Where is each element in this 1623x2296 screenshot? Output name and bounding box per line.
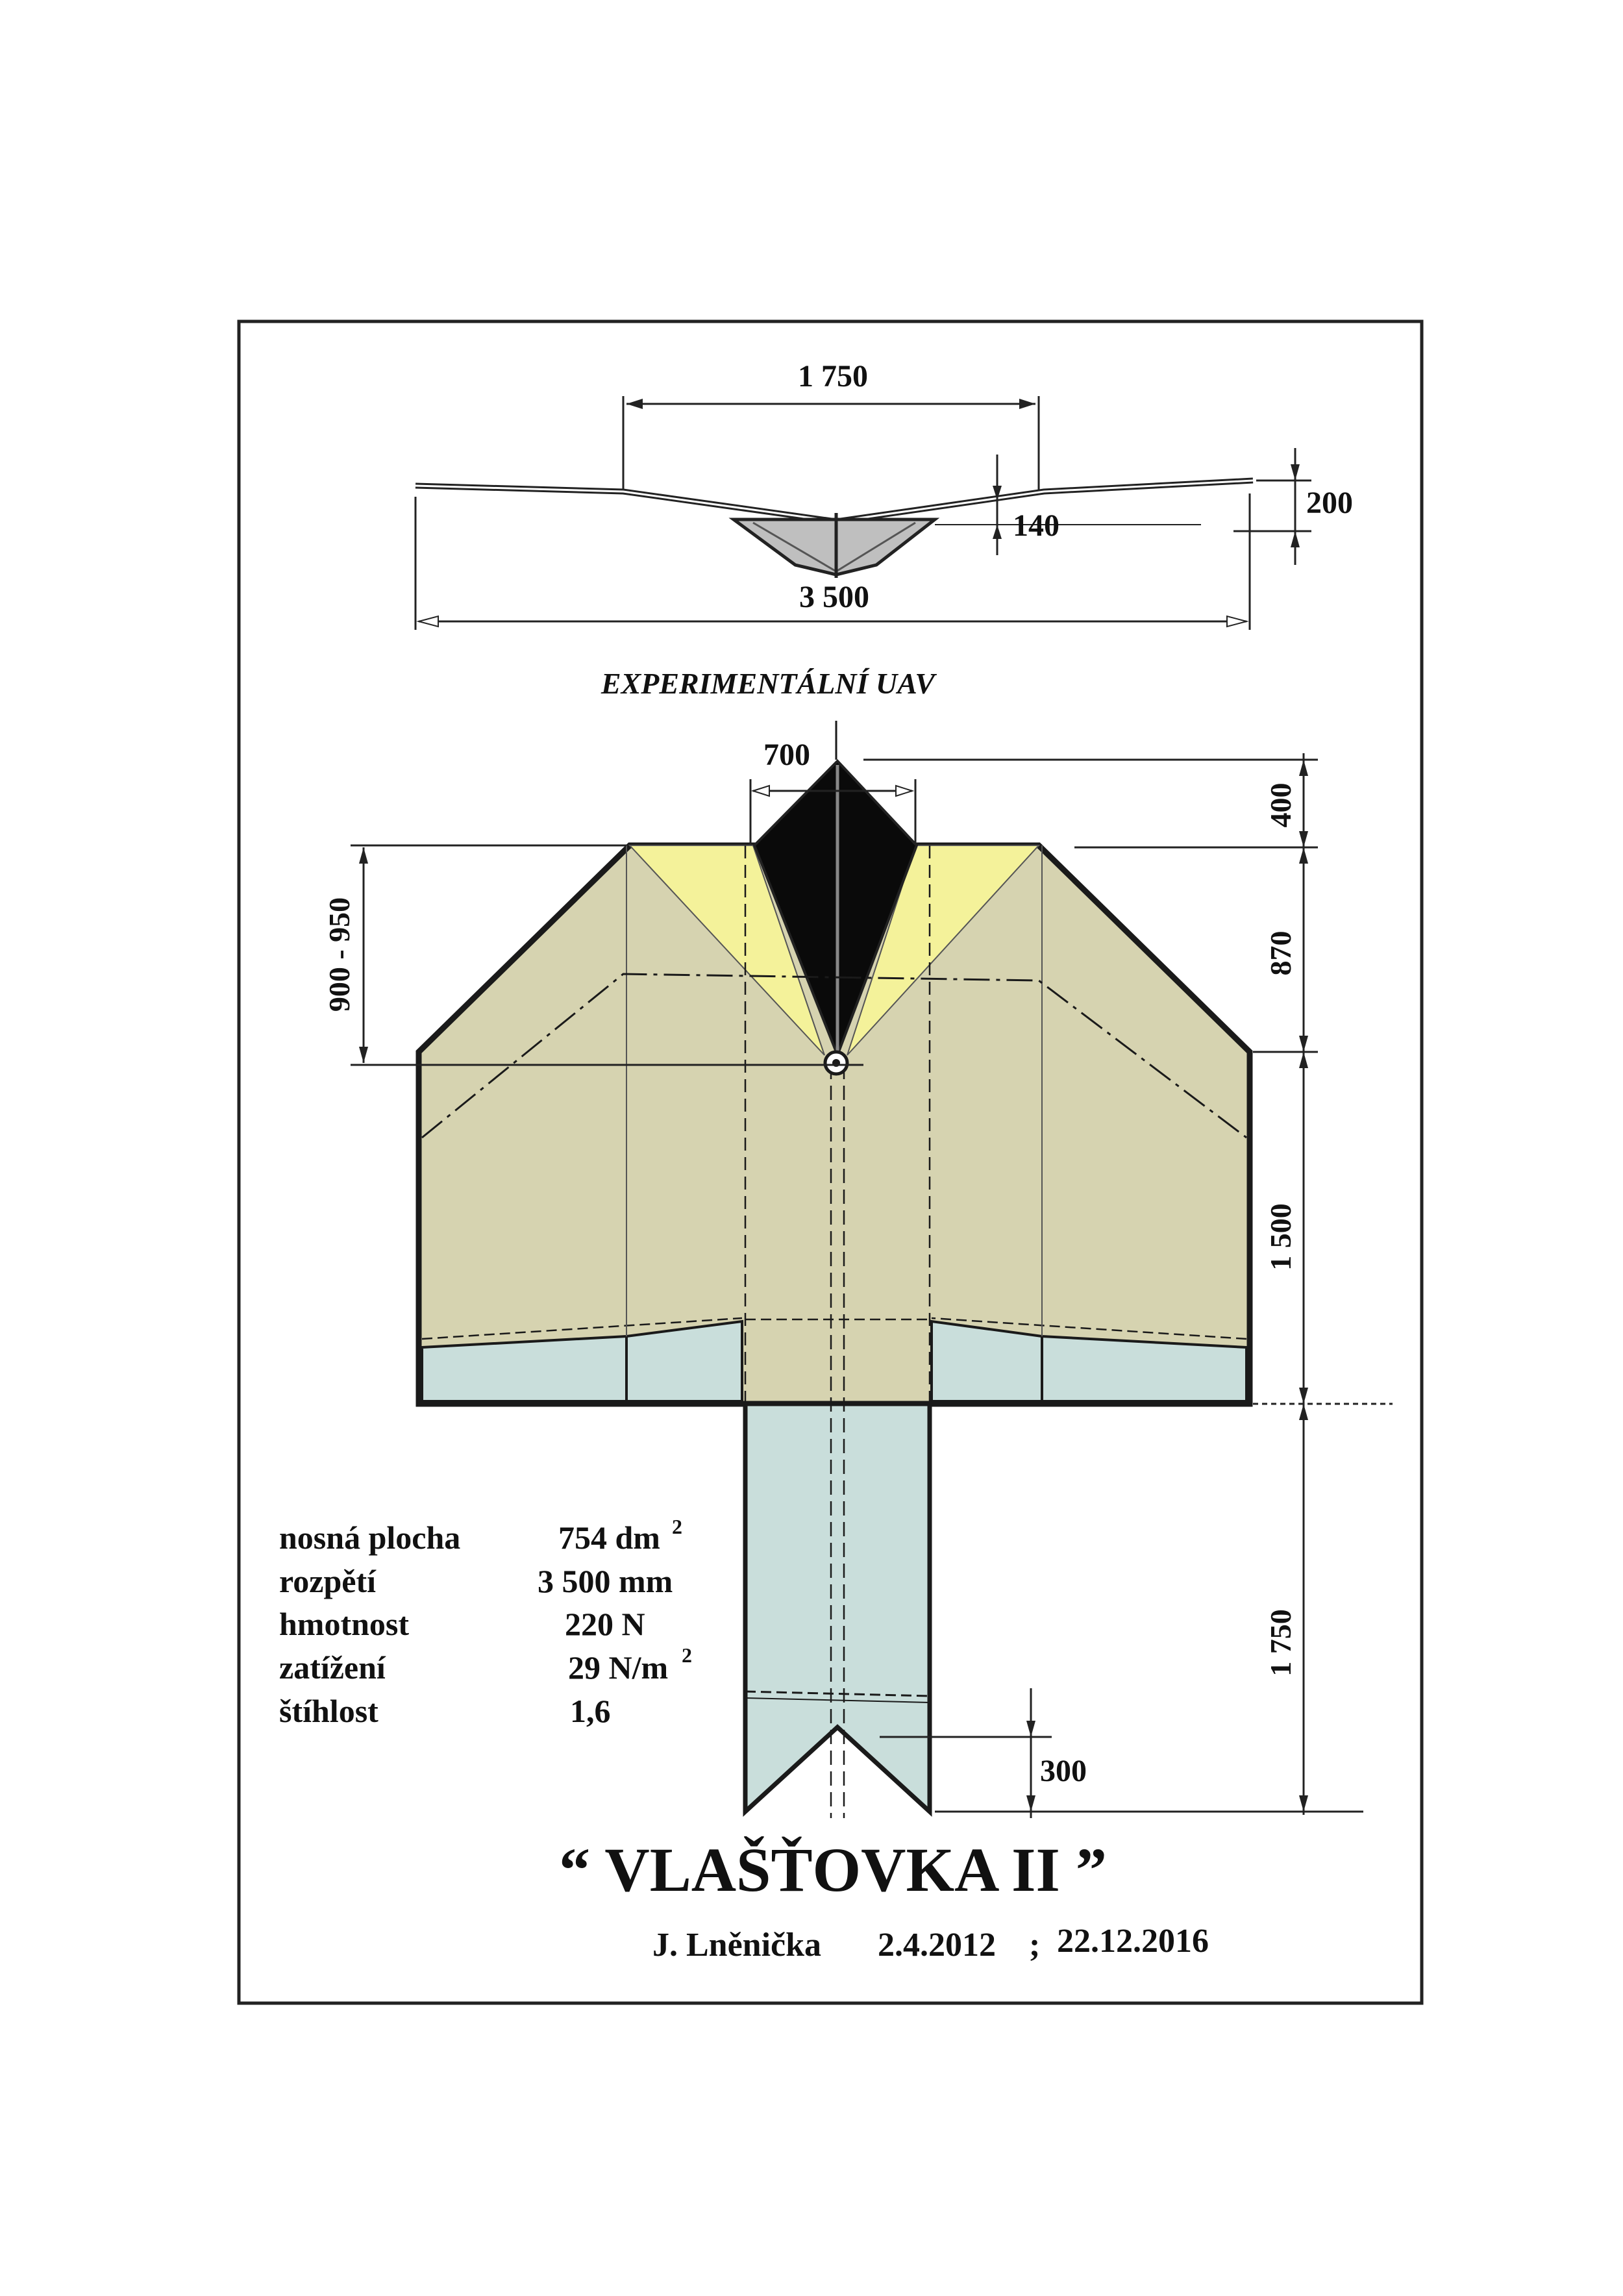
spec-label: hmotnost [279, 1606, 410, 1642]
dim-wing-chord: 1 500 [1264, 1203, 1297, 1271]
dim-front-dihedral: 140 [1013, 508, 1059, 543]
front-fuselage-pod [734, 519, 935, 575]
author: J. Lněnička [652, 1927, 822, 1964]
date-separator: ; [1029, 1927, 1041, 1964]
spec-value: 29 N/m [568, 1649, 669, 1686]
dim-nose-length: 400 [1264, 782, 1297, 828]
tail-boom [745, 1404, 930, 1812]
dim-front-half-span: 1 750 [798, 359, 868, 393]
dim-nose-width: 700 [763, 738, 810, 772]
date-original: 2.4.2012 [878, 1927, 996, 1964]
spec-table [279, 1515, 692, 1729]
date-revision: 22.12.2016 [1057, 1923, 1209, 1960]
spec-value: 3 500 mm [538, 1563, 673, 1599]
spec-value: 220 N [565, 1606, 645, 1642]
drawing-subtitle: EXPERIMENTÁLNÍ UAV [601, 667, 935, 700]
dim-cg-range: 900 - 950 [323, 897, 356, 1012]
spec-label: štíhlost [279, 1693, 378, 1729]
spec-value: 754 dm [558, 1519, 660, 1556]
dim-front-height: 200 [1306, 486, 1353, 520]
front-view [415, 359, 1353, 630]
spec-superscript: 2 [672, 1515, 682, 1538]
dim-front-span: 3 500 [799, 580, 869, 614]
top-view [323, 721, 1393, 1818]
spec-label: nosná plocha [279, 1519, 461, 1556]
dim-wing-sweep: 870 [1264, 930, 1297, 976]
spec-value: 1,6 [570, 1693, 611, 1729]
spec-superscript: 2 [682, 1643, 692, 1667]
dim-tail-notch: 300 [1040, 1754, 1087, 1788]
drawing-title: “ VLAŠŤOVKA II ” [559, 1835, 1107, 1904]
spec-label: rozpětí [279, 1563, 377, 1599]
spec-label: zatížení [279, 1649, 386, 1686]
dim-tail-length: 1 750 [1264, 1609, 1297, 1677]
